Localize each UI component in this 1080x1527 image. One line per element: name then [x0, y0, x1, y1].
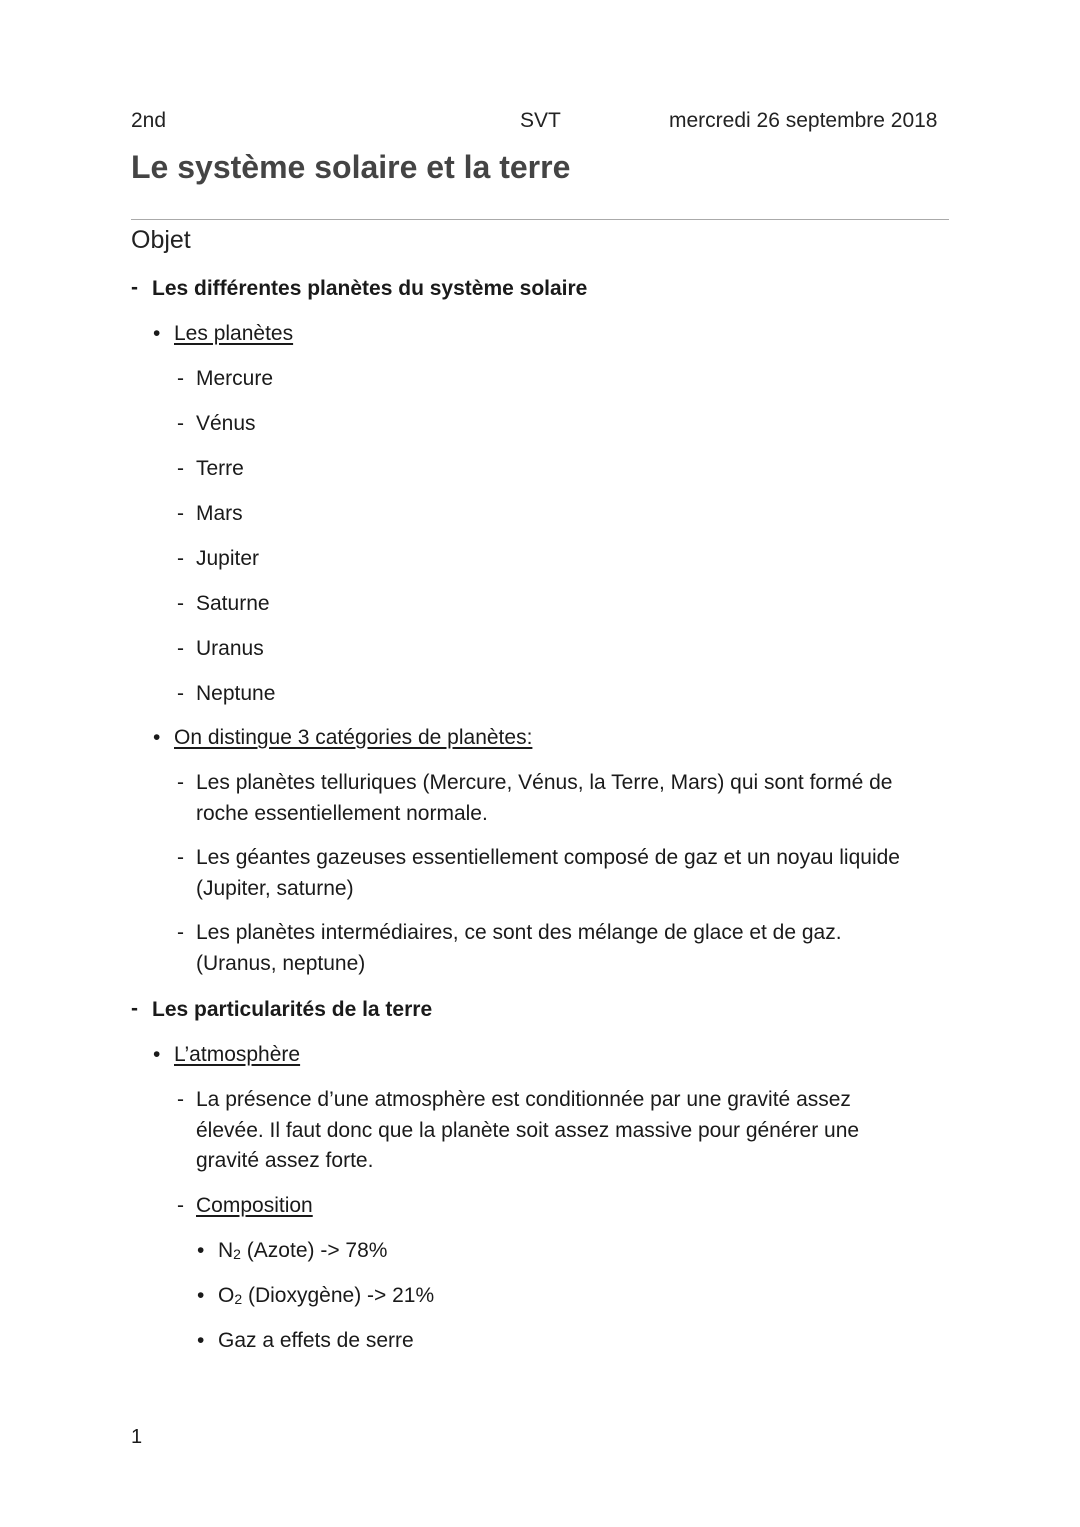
header-date: mercredi 26 septembre 2018 — [669, 109, 938, 132]
composition-heading: Composition — [196, 1194, 313, 1217]
dash-marker: - — [177, 367, 184, 390]
formula-symbol: N — [218, 1239, 234, 1262]
part1-heading: Les différentes planètes du système solaire — [152, 277, 588, 300]
dash-marker: - — [131, 276, 138, 299]
composition-text: (Azote) -> 78% — [240, 1239, 388, 1262]
formula-subscript: 2 — [233, 1246, 241, 1262]
dash-marker: - — [177, 502, 184, 525]
category-telluric: Les planètes telluriques (Mercure, Vénus, la Terre, Mars) qui sont formé de roche essentiellement normale. — [196, 771, 893, 825]
category-intermediate: Les planètes intermédiaires, ce sont des mélange de glace et de gaz. (Uranus, neptune) — [196, 921, 842, 975]
list-item: Mars — [196, 502, 243, 525]
atmosphere-text: La présence d’une atmosphère est conditionnée par une gravité assez élevée. Il faut donc que la planète soit assez massive pour générer une gravité assez forte. — [196, 1088, 860, 1172]
bullet-marker: • — [197, 1329, 205, 1352]
formula-symbol: O — [218, 1284, 235, 1307]
formula-subscript: 2 — [234, 1291, 243, 1307]
list-item: Uranus — [196, 637, 264, 660]
bullet-marker: • — [153, 1043, 161, 1066]
composition-item-greenhouse: Gaz a effets de serre — [218, 1329, 414, 1352]
dash-marker: - — [177, 457, 184, 480]
list-item: Mercure — [196, 367, 274, 390]
bullet-marker: • — [153, 726, 161, 749]
bullet-marker: • — [197, 1284, 205, 1307]
category-gas-giants: Les géantes gazeuses essentiellement composé de gaz et un noyau liquide (Jupiter, saturne) — [196, 846, 900, 900]
header-class: 2nd — [131, 109, 167, 132]
dash-marker: - — [177, 1194, 184, 1217]
dash-marker: - — [177, 412, 184, 435]
list-item: Jupiter — [196, 547, 260, 570]
page-title: Le système solaire et la terre — [131, 149, 571, 185]
composition-item-n2 — [218, 1236, 387, 1266]
composition-item-o2 — [218, 1281, 434, 1311]
list-item: Vénus — [196, 412, 256, 435]
list-item: Terre — [196, 457, 244, 480]
page-number: 1 — [131, 1426, 143, 1448]
dash-marker: - — [177, 846, 184, 869]
dash-marker: - — [131, 997, 138, 1020]
list-item: Saturne — [196, 592, 270, 615]
bullet-marker: • — [197, 1239, 205, 1262]
bullet-marker: • — [153, 322, 161, 345]
dash-marker: - — [177, 771, 184, 794]
part2-heading: Les particularités de la terre — [152, 998, 433, 1021]
dash-marker: - — [177, 921, 184, 944]
planets-heading: Les planètes — [174, 322, 294, 345]
header-subject: SVT — [520, 109, 561, 132]
dash-marker: - — [177, 682, 184, 705]
categories-heading: On distingue 3 catégories de planètes: — [174, 726, 533, 749]
divider — [131, 219, 949, 220]
atmosphere-heading: L’atmosphère — [174, 1043, 301, 1066]
dash-marker: - — [177, 637, 184, 660]
composition-text: (Dioxygène) -> 21% — [242, 1284, 435, 1307]
section-heading: Objet — [131, 226, 191, 254]
dash-marker: - — [177, 547, 184, 570]
dash-marker: - — [177, 592, 184, 615]
dash-marker: - — [177, 1088, 184, 1111]
list-item: Neptune — [196, 682, 276, 705]
